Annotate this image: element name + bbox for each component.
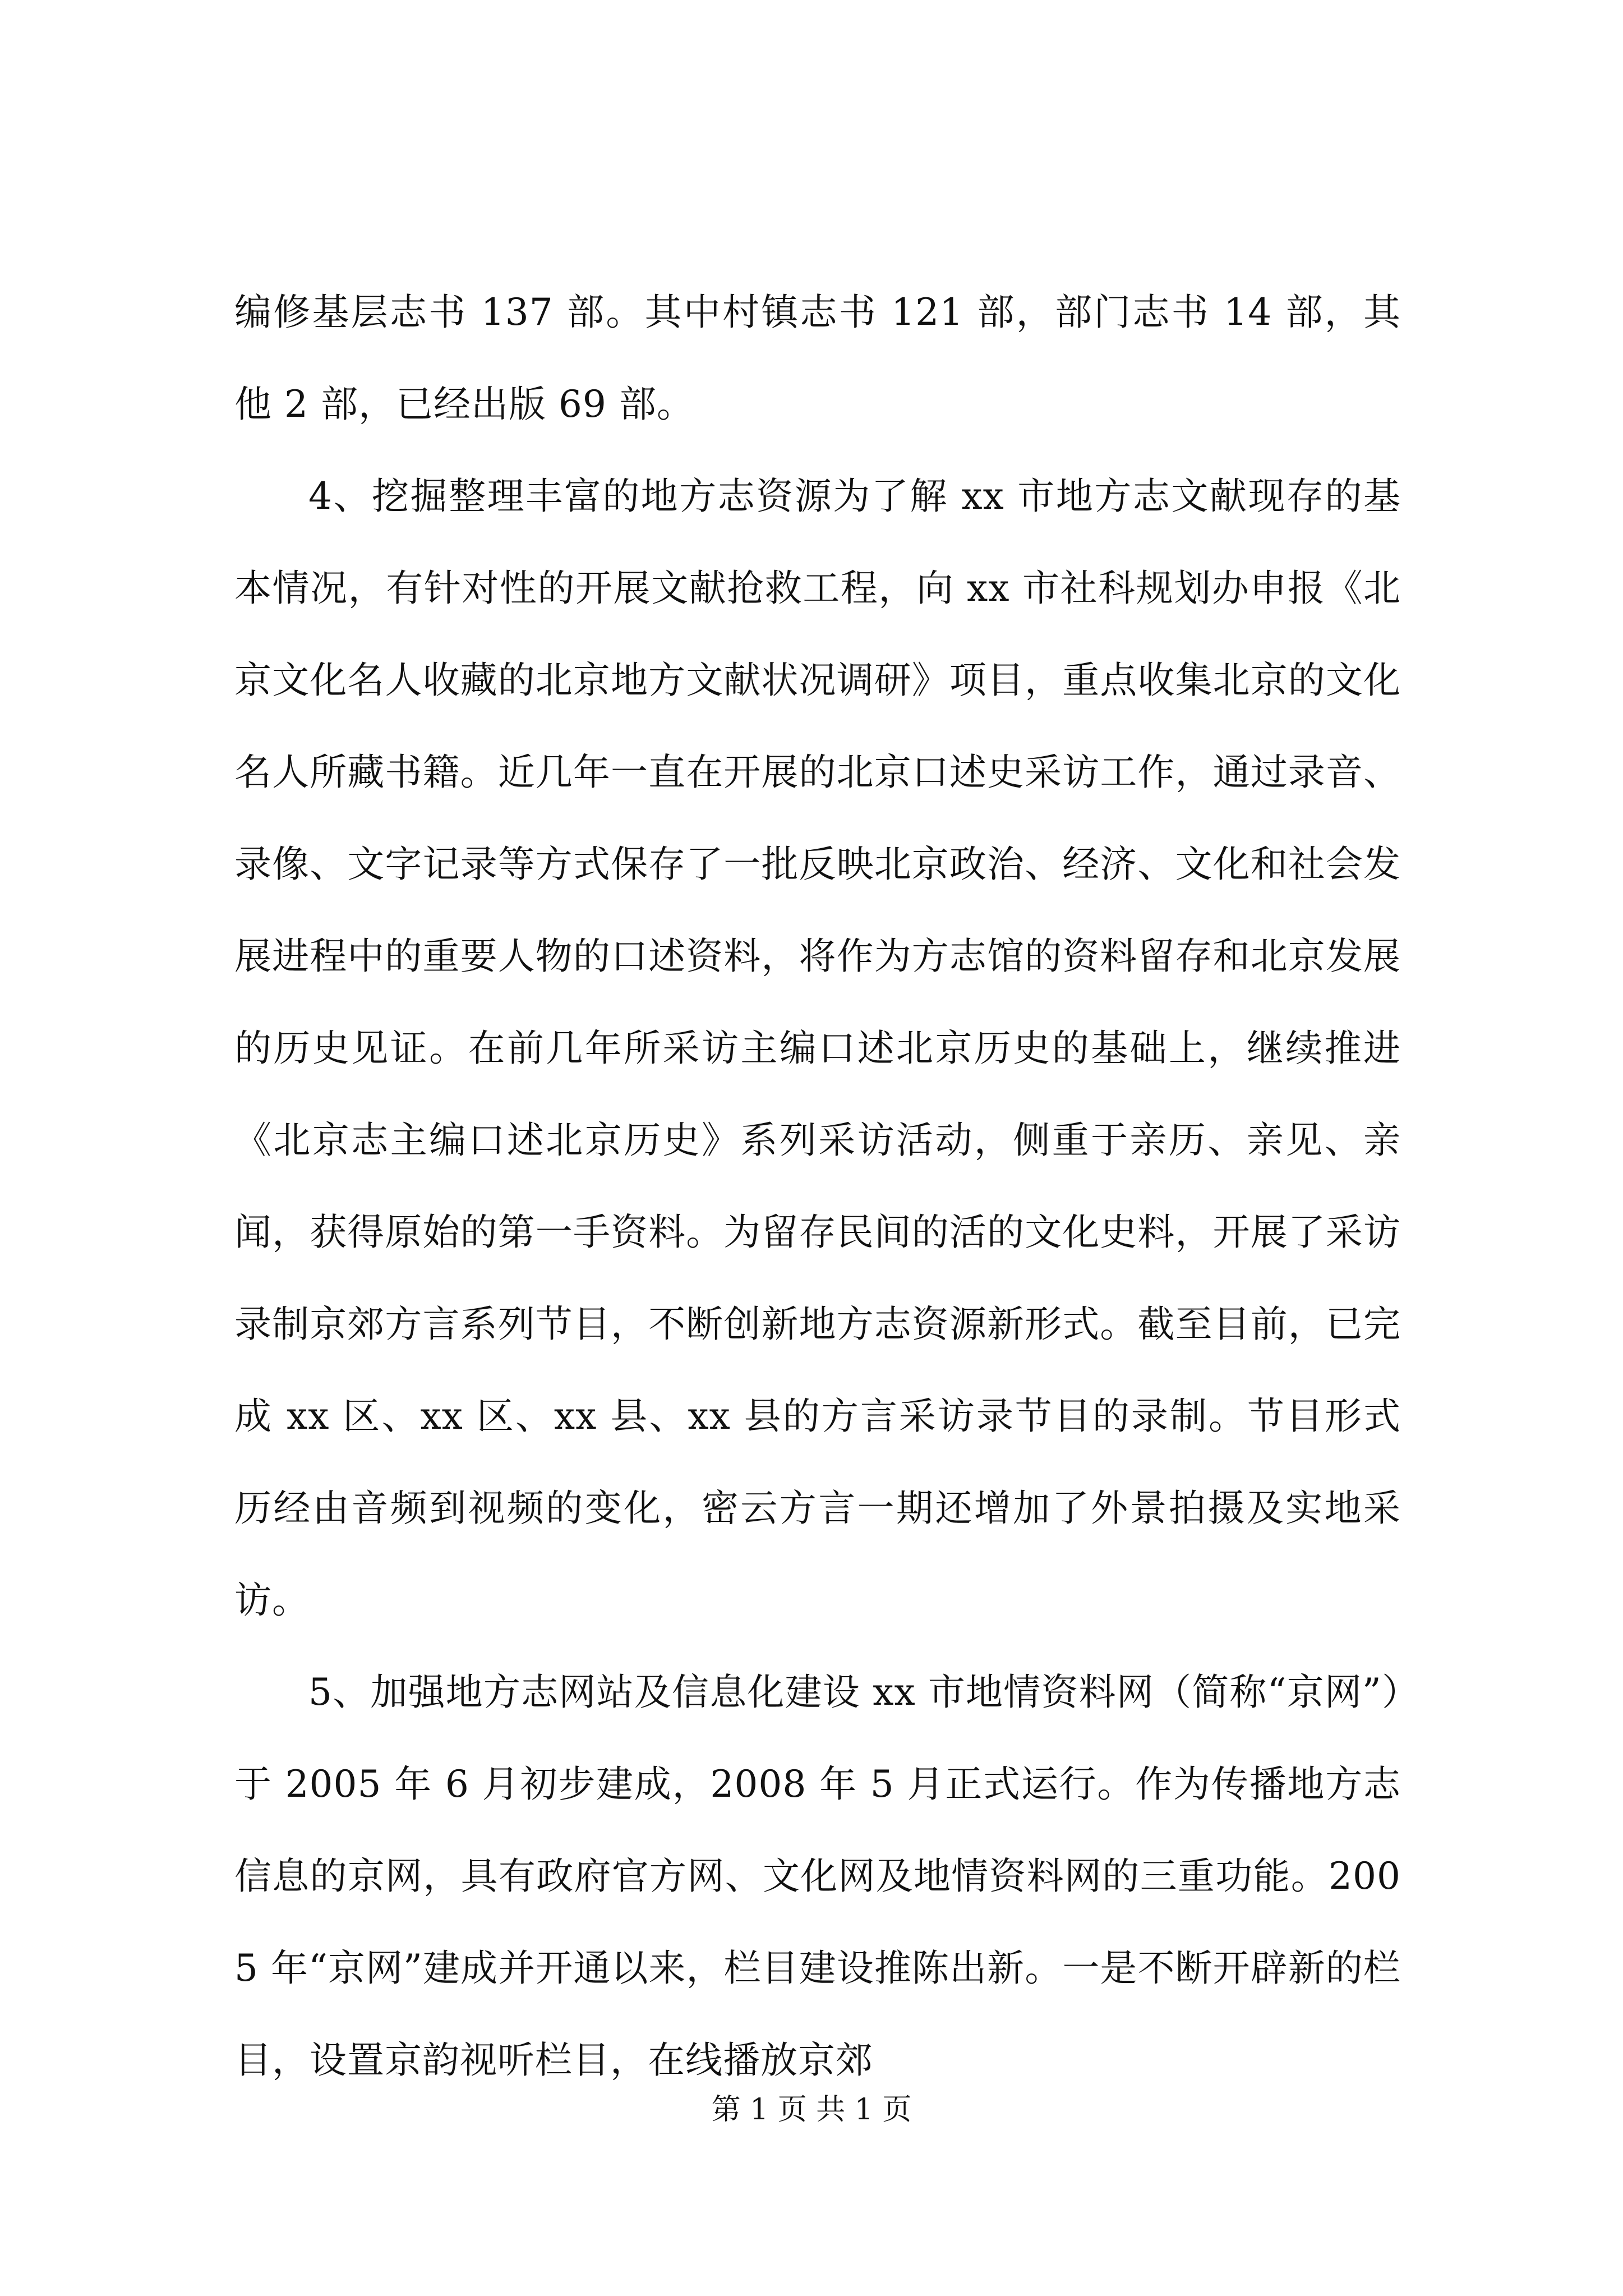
document-body: [234, 266, 1401, 2106]
paragraph-3: 5、加强地方志网站及信息化建设 xx 市地情资料网（简称“京网”）于 2005 年 6 月初步建成，2008 年 5 月正式运行。作为传播地方志信息的京网，具有政府官方网、文化网及地情资料网的三重功能。2005 年“京网”建成并开通以来，栏目建设推陈出新。一是不断开辟新的栏目，设置京韵视听栏目，在线播放京郊: [234, 1671, 1401, 2082]
page-footer: 第 1 页 共 1 页: [711, 2093, 912, 2127]
paragraph-2: 4、挖掘整理丰富的地方志资源为了解 xx 市地方志文献现存的基本情况，有针对性的开展文献抢救工程，向 xx 市社科规划办申报《北京文化名人收藏的北京地方文献状况调研》项目，重点收集北京的文化名人所藏书籍。近几年一直在开展的北京口述史采访工作，通过录音、录像、文字记录等方式保存了一批反映北京政治、经济、文化和社会发展进程中的重要人物的口述资料，将作为方志馆的资料留存和北京发展的历史见证。在前几年所采访主编口述北京历史的基础上，继续推进《北京志主编口述北京历史》系列采访活动，侧重于亲历、亲见、亲闻，获得原始的第一手资料。为留存民间的活的文化史料，开展了采访录制京郊方言系列节目，不断创新地方志资源新形式。截至目前，已完成 xx 区、xx 区、xx 县、xx 县的方言采访录节目的录制。节目形式历经由音频到视频的变化，密云方言一期还增加了外景拍摄及实地采访。: [234, 475, 1401, 1622]
paragraph-1: 编修基层志书 137 部。其中村镇志书 121 部，部门志书 14 部，其他 2 部，已经出版 69 部。: [234, 291, 1401, 426]
